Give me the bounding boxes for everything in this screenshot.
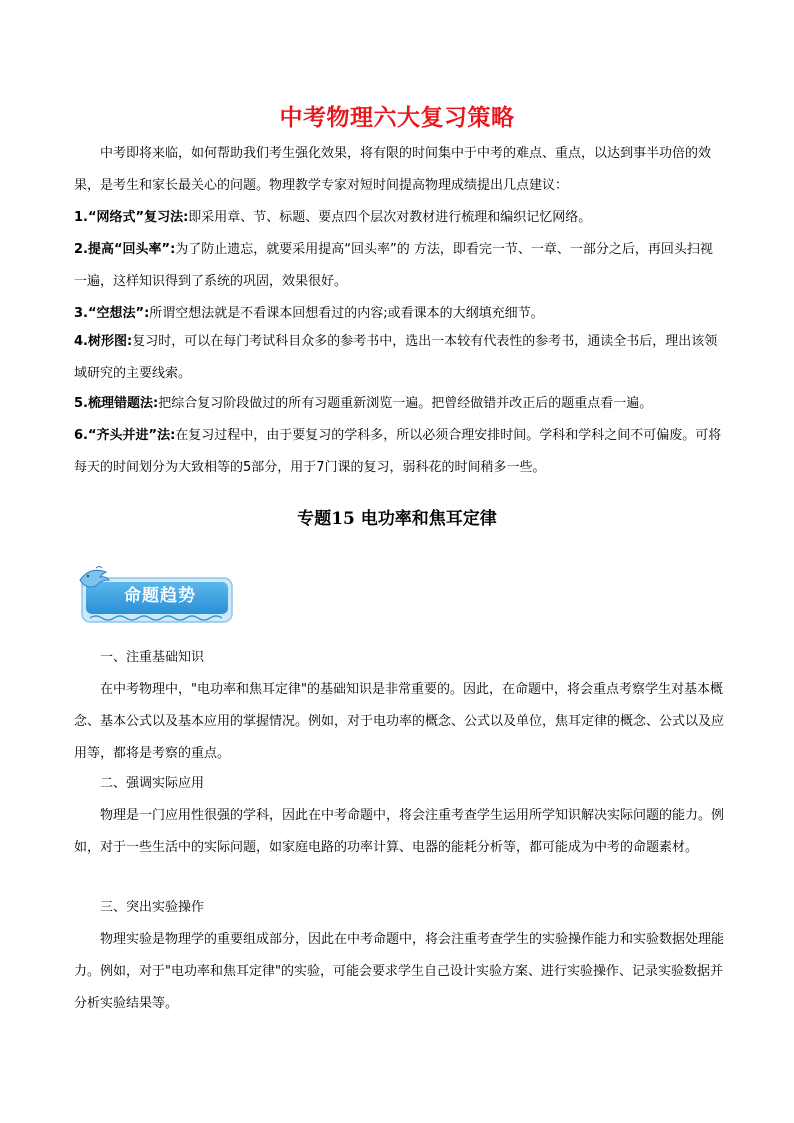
banner-label: 命题趋势 [124,586,196,606]
strategy-lead: 4.树形图: [74,334,133,349]
trend-text-3: 物理实验是物理学的重要组成部分，因此在中考命题中，将会注重考查学生的实验操作能力和实验数据处理能力。例如，对于"电功率和焦耳定律"的实验，可能会要求学生自己设计实验方案、进行实验操作、记录实验数据并分析实验结果等。 [74,932,725,1011]
strategy-text: 把综合复习阶段做过的所有习题重新浏览一遍。把曾经做错并改正后的题重点看一遍。 [158,396,653,411]
trend-text-1: 在中考物理中，"电功率和焦耳定律"的基础知识是非常重要的。因此，在命题中，将会重点考察学生对基本概念、基本公式以及基本应用的掌握情况。例如，对于电功率的概念、公式以及单位，焦耳定律的概念、公式以及应用等，都将是考察的重点。 [74,682,725,761]
strategy-text: 所谓空想法就是不看课本回想看过的内容;或看课本的大纲填充细节。 [149,306,544,321]
page-title: 中考物理六大复习策略 [279,105,515,131]
strategy-item-4 [74,326,724,390]
trend-heading-2: 二、强调实际应用 [100,776,205,791]
strategy-item-6 [74,420,724,484]
strategy-text: 在复习过程中，由于要复习的学科多，所以必须合理安排时间。学科和学科之间不可偏废。可将每天的时间划分为大致相等的5部分，用于7门课的复习，弱科花的时间稍多一些。 [74,428,722,475]
intro-paragraph: 中考即将来临，如何帮助我们考生强化效果，将有限的时间集中于中考的难点、重点，以达到事半功倍的效果，是考生和家长最关心的问题。物理教学专家对短时间提高物理成绩提出几点建议： [74,146,712,193]
strategy-text: 即采用章、节、标题、要点四个层次对教材进行梳理和编织记忆网络。 [188,210,592,225]
strategy-lead: 5.梳理错题法: [74,396,159,411]
strategy-lead: 3.“空想法”: [74,306,150,321]
strategy-item-5 [74,388,724,420]
strategy-text: 复习时，可以在每门考试科目众多的参考书中，选出一本较有代表性的参考书，通读全书后，理出该领域研究的主要线索。 [74,334,718,381]
trend-heading-1: 一、注重基础知识 [100,650,205,665]
strategy-item-1 [74,202,724,234]
strategy-lead: 6.“齐头并进”法: [74,428,176,443]
topic-title: 专题15 电功率和焦耳定律 [297,509,497,529]
strategy-lead: 1.“网络式”复习法: [74,210,189,225]
section-banner [76,566,236,628]
strategy-item-2 [74,234,724,298]
trend-heading-3: 三、突出实验操作 [100,900,205,915]
strategy-text: 为了防止遗忘，就要采用提高“回头率”的 方法，即看完一节、一章、一部分之后，再回头扫视一遍，这样知识得到了系统的巩固，效果很好。 [74,242,713,289]
trend-text-2: 物理是一门应用性很强的学科，因此在中考命题中，将会注重考查学生运用所学知识解决实际问题的能力。例如，对于一些生活中的实际问题，如家庭电路的功率计算、电器的能耗分析等，都可能成为中考的命题素材。 [74,808,725,855]
strategy-lead: 2.提高“回头率”: [74,242,176,257]
